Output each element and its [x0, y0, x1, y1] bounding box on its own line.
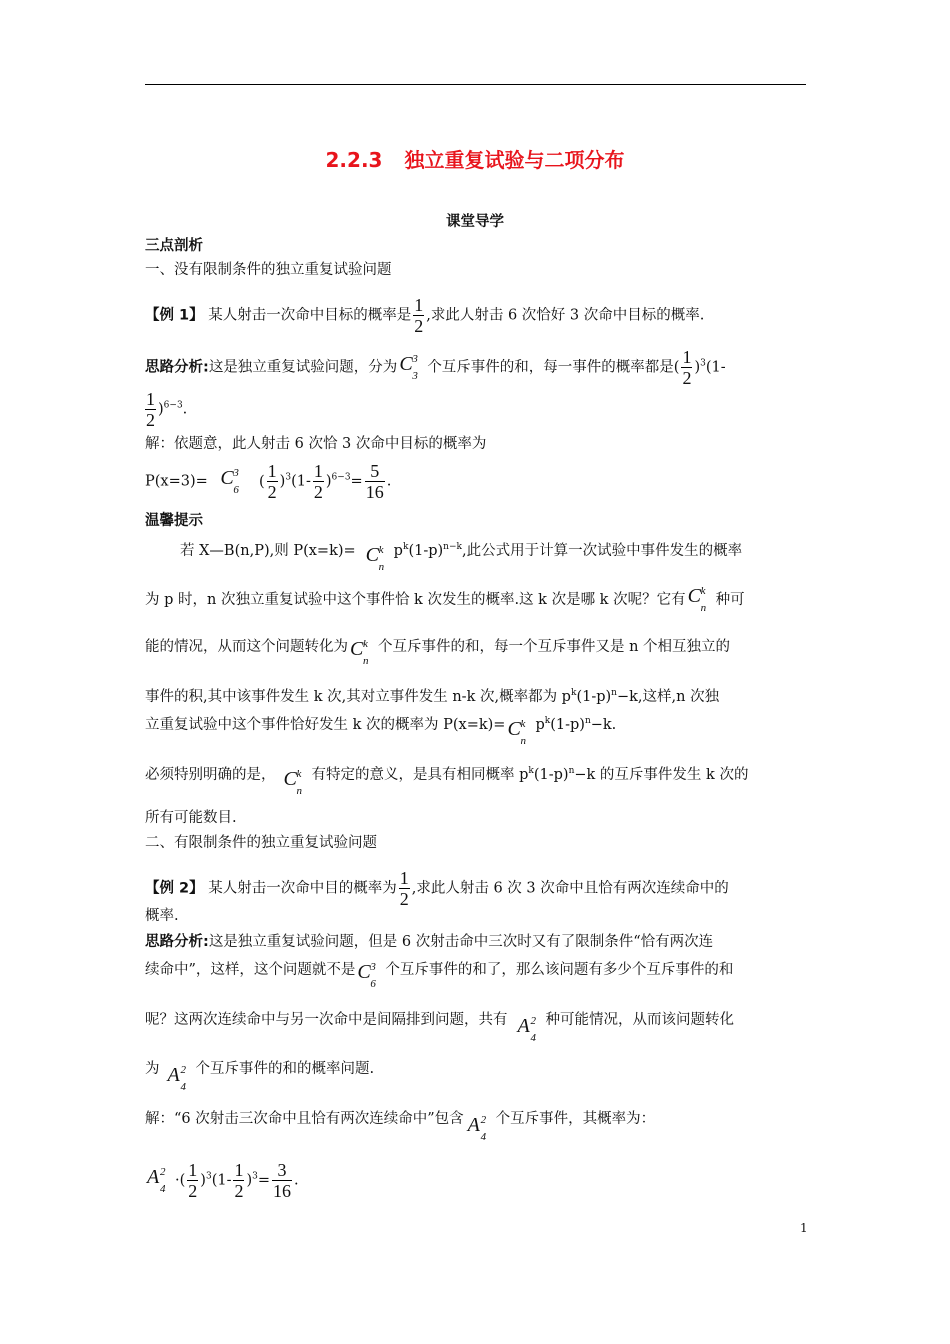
- fraction-half: $\frac{1}{2}$: [188, 1160, 198, 1201]
- ex2-analysis-1: 思路分析:这是独立重复试验问题，但是 6 次射击命中三次时又有了限制条件“恰有两次连: [145, 934, 714, 950]
- perm-A42: A 2 4: [167, 1064, 186, 1093]
- analysis-label: 思路分析:: [145, 359, 209, 376]
- fraction-half: $\frac{1}{2}$: [146, 389, 155, 430]
- fraction-result: $\frac{5}{16}$: [365, 461, 384, 502]
- ex2-solution: 解：“6 次射击三次命中且恰有两次连续命中”包含 A 2 4 个互斥事件，其概率为：: [145, 1111, 656, 1143]
- fraction-half: $\frac{1}{2}$: [313, 461, 323, 502]
- fraction-half: $\frac{1}{2}$: [234, 1160, 244, 1201]
- ex2-analysis-4: 为 A 2 4 个互斥事件的和的概率问题.: [145, 1061, 375, 1093]
- part1-title: 一、没有限制条件的独立重复试验问题: [145, 262, 392, 278]
- ex1-text-b: ,求此人射击 6 次恰好 3 次命中目标的概率.: [426, 307, 705, 324]
- fraction-result: $\frac{3}{16}$: [273, 1160, 292, 1201]
- ex2-line2: 概率.: [145, 908, 179, 924]
- ex1-analysis-line: 思路分析:这是独立重复试验问题，分为 C 3 3 个互斥事件的和，每一事件的概率都是( $\frac{1}{2}$ )$^3$(1-: [145, 347, 726, 388]
- ex2-analysis-2: 续命中”，这样，这个问题就不是 C 3 6 个互斥事件的和了，那么该问题有多少个互斥事件的和: [145, 961, 734, 990]
- comb-Cnk: C k n: [507, 718, 526, 747]
- comb-Cnk: C k n: [687, 585, 707, 614]
- ex1-solution: 解：依题意，此人射击 6 次恰 3 次命中目标的概率为: [145, 436, 487, 452]
- comb-Cnk: C k n: [365, 544, 385, 573]
- comb-C63: C 3 6: [220, 466, 239, 496]
- ex1-line: [145, 295, 704, 336]
- fraction-half: $\frac{1}{2}$: [267, 461, 277, 502]
- comb-C33: C 3 3: [399, 352, 418, 382]
- page-number: 1: [800, 1221, 808, 1235]
- header-rule: [145, 84, 806, 85]
- ex2-line: 【例 2】 某人射击一次命中目的概率为 $\frac{1}{2}$ ,求此人射击 6 次 3 次命中且恰有两次连续命中的: [145, 868, 729, 909]
- tip-line7: 所有可能数目.: [145, 810, 237, 826]
- tip-line1: 若 X—B(n,P),则 P(x=k)= C k n $p^k(1-p)^{n-k}$,此公式用于计算一次试验中事件发生的概率: [180, 542, 743, 573]
- tip-line5: 立重复试验中这个事件恰好发生 k 次的概率为 P(x=k)= C k n $p^k(1-p)^n-k$.: [145, 716, 617, 747]
- section-head: 三点剖析: [145, 238, 203, 254]
- perm-A42: A 2 4: [147, 1165, 166, 1195]
- subtitle: 课堂导学: [446, 214, 504, 230]
- perm-A42: A 2 4: [467, 1114, 487, 1143]
- section-number: 2.2.3: [325, 148, 383, 172]
- ex2-result-line: A 2 4 ·( $\frac{1}{2}$ )$^3$(1- $\frac{1}{2}$ )$^3$= $\frac{3}{16}$ .: [147, 1160, 299, 1201]
- tip-line6: 必须特别明确的是， C k n 有特定的意义，是具有相同概率 $p^k(1-p)^n-k$ 的互斥事件发生 k 次的: [145, 766, 749, 797]
- title-text: 独立重复试验与二项分布: [404, 148, 625, 172]
- fraction-half: $\frac{1}{2}$: [399, 868, 409, 909]
- ex1-analysis-line2: $\frac{1}{2}$ )$^{6-3}$.: [146, 389, 188, 430]
- ex2-analysis-3: 呢？这两次连续命中与另一次命中是间隔排到问题，共有 A 2 4 种可能情况，从而该问题转化: [145, 1012, 734, 1044]
- tip-line4: 事件的积,其中该事件发生 k 次,其对立事件发生 n-k 次,概率都为 $p^k(1-p)^n-k$,这样,n 次独: [145, 688, 720, 705]
- ex1-text-a: 某人射击一次命中目标的概率是: [208, 307, 412, 324]
- tip-label: 温馨提示: [145, 513, 203, 529]
- ex2-tag: 【例 2】: [145, 880, 204, 897]
- perm-A42: A 2 4: [517, 1015, 536, 1044]
- comb-C63: C 3 6: [357, 961, 376, 990]
- part2-title: 二、有限制条件的独立重复试验问题: [145, 835, 377, 851]
- tip-line2: 为 p 时，n 次独立重复试验中这个事件恰 k 次发生的概率.这 k 次是哪 k 次呢？它有 C k n 种可: [145, 585, 745, 614]
- ex1-tag: 【例 1】: [145, 307, 204, 324]
- page-title: [0, 144, 950, 173]
- comb-Cnk: C k n: [350, 638, 369, 667]
- tip-line3: 能的情况，从而这个问题转化为 C k n 个互斥事件的和，每一个互斥事件又是 n 个相互独立的: [145, 638, 731, 667]
- ex1-result-line: P(x=3)= C 3 6 ( $\frac{1}{2}$ )$^3$(1- $\frac{1}{2}$ )$^{6-3}$= $\frac{5}{16}$ .: [145, 461, 392, 502]
- fraction-half: $\frac{1}{2}$: [682, 347, 692, 388]
- fraction-half: $\frac{1}{2}$: [414, 295, 424, 336]
- comb-Cnk: C k n: [283, 768, 302, 797]
